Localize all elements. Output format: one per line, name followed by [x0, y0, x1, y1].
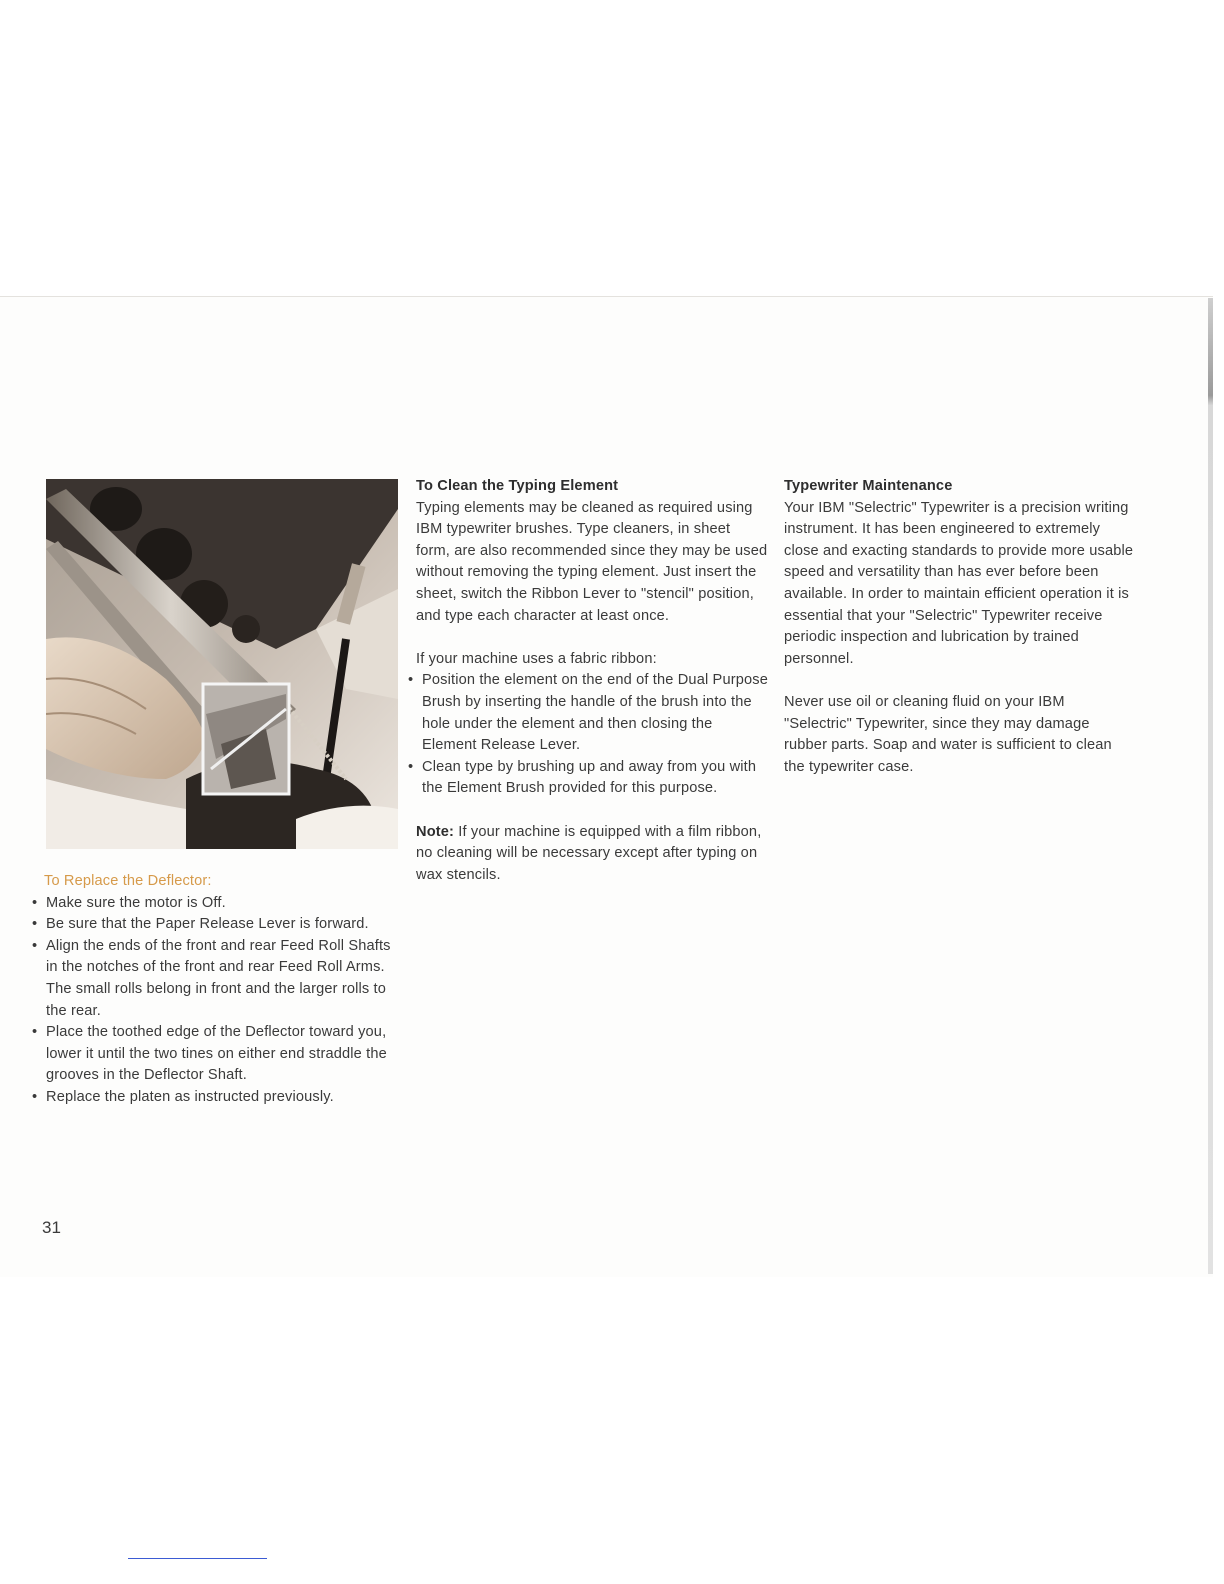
fabric-ribbon-lead: If your machine uses a fabric ribbon: — [416, 650, 657, 667]
note-label: Note: — [416, 823, 455, 840]
maintenance-paragraph-2: Never use oil or cleaning fluid on your IBM "Selectric" Typewriter, since they may damage rubber parts. Soap and water is sufficient to clean the typewriter case. — [784, 693, 1112, 775]
clean-intro-paragraph: Typing elements may be cleaned as required using IBM typewriter brushes. Type cleaners, in sheet form, are also recommended since they may be used without removing the typing element. Just insert the sheet, switch the Ribbon Lever to "stencil" position, and type each character at least once. — [416, 499, 768, 624]
note-paragraph — [408, 822, 768, 887]
list-item: • Clean type by brushing up and away from you with the Element Brush provided for this purpose. — [408, 757, 768, 800]
fabric-ribbon-steps — [408, 670, 768, 800]
replace-deflector-section — [32, 871, 402, 1109]
maintenance-paragraph-1: Your IBM "Selectric" Typewriter is a precision writing instrument. It has been engineered to extremely close and exacting standards to provide more usable speed and versatility than has ever before been available. In order to maintain efficient operation it is essential that your "Selectric" Typewriter receive periodic inspection and lubrication by trained personnel. — [784, 499, 1134, 667]
footer-rule — [128, 1558, 267, 1559]
list-item: • Position the element on the end of the Dual Purpose Brush by inserting the handle of the brush into the hole under the element and then closing the Element Release Lever. — [408, 670, 768, 756]
list-item: • Place the toothed edge of the Deflector toward you, lower it until the two tines on either end straddle the grooves in the Deflector Shaft. — [32, 1022, 402, 1087]
typewriter-maintenance-section — [776, 476, 1136, 778]
list-item: • Align the ends of the front and rear Feed Roll Shafts in the notches of the front and rear Feed Roll Arms. The small rolls belong in front and the larger rolls to the rear. — [32, 936, 402, 1022]
replace-deflector-heading: To Replace the Deflector: — [44, 873, 212, 889]
deflector-photo — [46, 479, 398, 849]
page-edge-shadow — [1208, 298, 1213, 1274]
typewriter-maintenance-heading: Typewriter Maintenance — [784, 478, 953, 494]
clean-typing-element-section — [408, 476, 768, 886]
list-item: • Be sure that the Paper Release Lever is forward. — [32, 914, 402, 936]
list-item: • Make sure the motor is Off. — [32, 893, 402, 915]
page-number: 31 — [42, 1218, 61, 1237]
note-text: If your machine is equipped with a film ribbon, no cleaning will be necessary except after typing on wax stencils. — [416, 823, 762, 883]
list-item: • Replace the platen as instructed previously. — [32, 1087, 402, 1109]
replace-deflector-steps — [32, 893, 402, 1109]
clean-typing-element-heading: To Clean the Typing Element — [416, 478, 619, 494]
